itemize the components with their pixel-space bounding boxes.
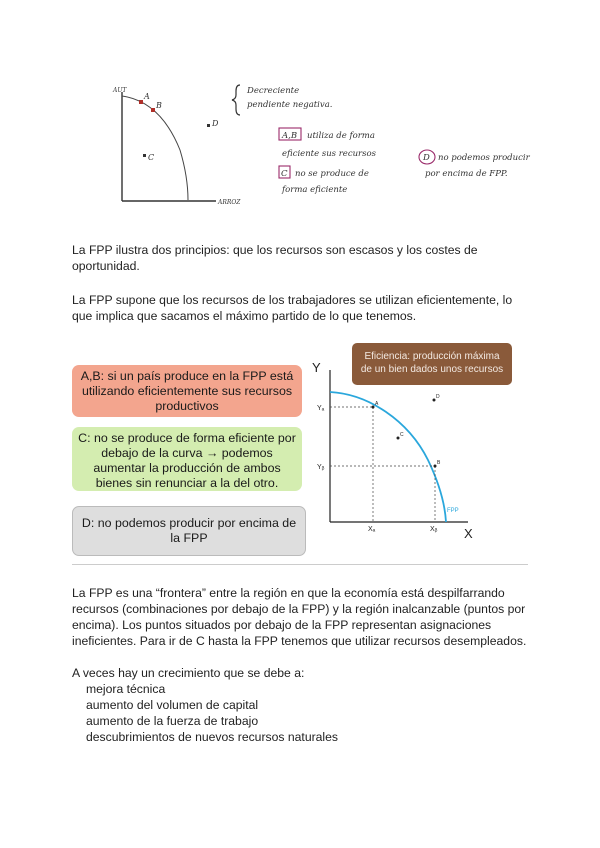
- d-marker-label: D: [423, 153, 430, 163]
- growth-item: mejora técnica: [86, 682, 166, 696]
- graph-x-label: X: [464, 526, 473, 541]
- brace-icon: [232, 85, 240, 115]
- graph-y-label: Y: [312, 360, 321, 375]
- sketch-point-b: B: [156, 101, 162, 110]
- graph-point-c-label: C: [400, 432, 404, 438]
- sketch-y-label: AUT: [113, 87, 127, 94]
- fpp-graph: [308, 350, 488, 550]
- sketch-point-d: D: [212, 119, 219, 128]
- brace-line-2: pendiente negativa.: [247, 100, 333, 110]
- sketch-point-a: A: [144, 92, 150, 101]
- c-marker-label: C: [281, 169, 288, 179]
- sketch-point-b-marker: [151, 108, 155, 112]
- graph-point-a-label: A: [375, 401, 379, 407]
- sketch-x-label: ARROZ: [218, 199, 241, 206]
- paragraph-growth-intro: A veces hay un crecimiento que se debe a:: [72, 666, 305, 680]
- efficiency-box: Eficiencia: producción máxima de un bien dados unos recursos: [352, 343, 512, 385]
- sketch-point-a-marker: [139, 100, 143, 104]
- box-c: C: no se produce de forma eficiente por debajo de la curva → podemos aumentar la producción de ambos bienes sin renunciar a la del otro.: [72, 427, 302, 491]
- ab-line-2: eficiente sus recursos: [282, 149, 376, 159]
- growth-item: aumento de la fuerza de trabajo: [86, 714, 259, 728]
- graph-ya-label: Yₐ: [317, 405, 325, 412]
- graph-xa-label: Xₐ: [368, 526, 376, 533]
- paragraph-efficiency: La FPP supone que los recursos de los trabajadores se utilizan eficientemente, lo que implica que sacamos el máximo partido de lo que tenemos.: [72, 293, 513, 323]
- section-divider: [72, 564, 528, 565]
- c-line-2: forma eficiente: [282, 185, 348, 195]
- sketch-point-c-marker: [143, 154, 146, 157]
- graph-point-d-label: D: [436, 394, 440, 400]
- paragraph-frontier: La FPP es una “frontera” entre la región en que la economía está despilfarrando recursos (combinaciones por debajo de la FPP) y la región inalcanzable (puntos por encima). Los puntos situados por debajo de la FPP representan asignaciones ineficientes. Para ir de C hasta la FPP tenemos que utilizar recursos desempleados.: [72, 586, 527, 648]
- d-line-1: no podemos producir: [438, 153, 530, 163]
- graph-fpp-label: FPP: [447, 508, 459, 514]
- box-d: D: no podemos producir por encima de la FPP: [72, 506, 306, 556]
- brace-line-1: Decreciente: [247, 86, 300, 96]
- fpp-curve: [330, 392, 446, 522]
- graph-xb-label: Xᵦ: [430, 526, 438, 533]
- ab-marker-label: A,B: [282, 131, 298, 141]
- ab-line-1: utiliza de forma: [307, 131, 375, 141]
- sketch-point-d-marker: [207, 124, 210, 127]
- growth-list: [86, 681, 338, 745]
- handwritten-fpp-sketch: [0, 0, 600, 215]
- c-line-1: no se produce de: [295, 169, 369, 179]
- paragraph-principles: La FPP ilustra dos principios: que los recursos son escasos y los costes de oportunidad.: [72, 243, 478, 273]
- box-ab: A,B: si un país produce en la FPP está utilizando eficientemente sus recursos productivos: [72, 365, 302, 417]
- growth-item: descubrimientos de nuevos recursos naturales: [86, 730, 339, 744]
- d-line-2: por encima de FPP.: [425, 169, 508, 179]
- graph-point-b-label: B: [437, 460, 441, 466]
- sketch-point-c: C: [148, 153, 155, 162]
- graph-yb-label: Yᵦ: [317, 464, 325, 471]
- growth-item: aumento del volumen de capital: [86, 698, 259, 712]
